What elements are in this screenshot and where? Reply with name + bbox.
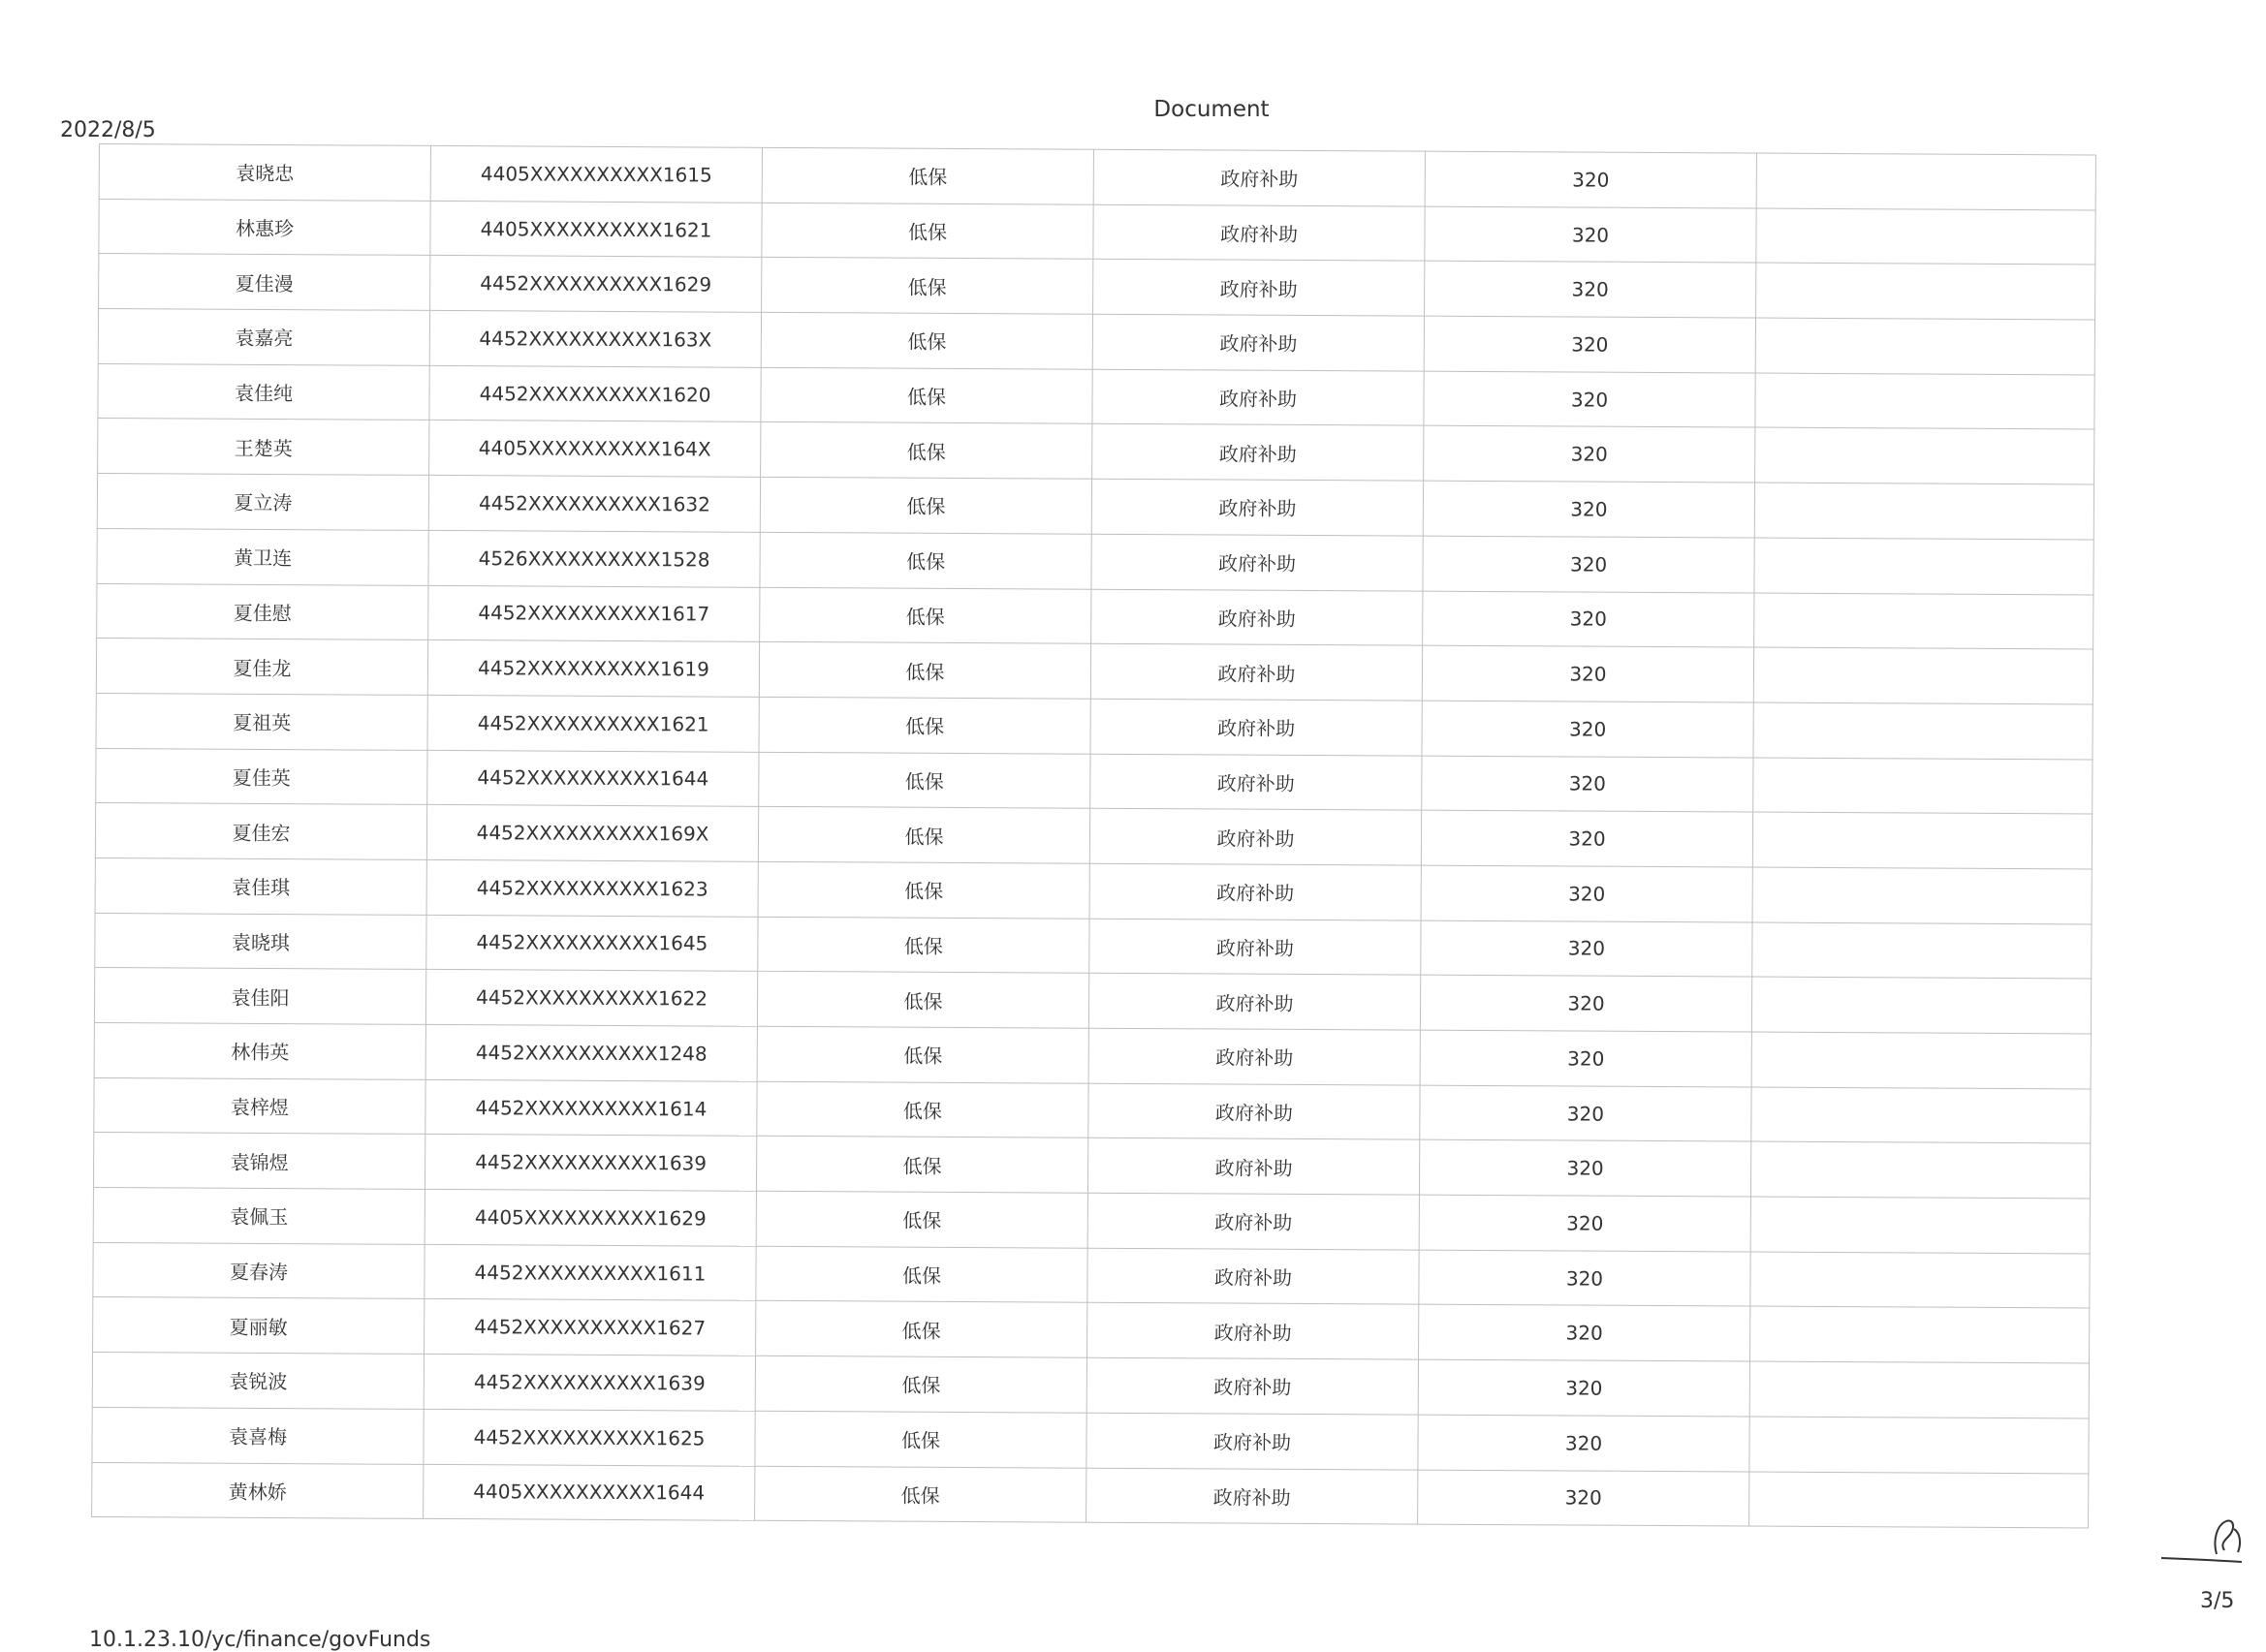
amount-cell: 320 [1423,481,1754,538]
type-cell: 政府补助 [1089,863,1421,920]
type-cell: 政府补助 [1093,260,1425,317]
amount-cell: 320 [1418,1415,1749,1472]
category-cell: 低保 [758,861,1089,919]
table-body [92,144,2096,1529]
subsidy-table [91,143,2096,1529]
category-cell: 低保 [756,1301,1087,1358]
category-cell: 低保 [758,807,1089,864]
id-cell: 4452XXXXXXXXXX169X [426,805,758,862]
page-title: Document [1153,97,1270,122]
amount-cell: 320 [1423,591,1754,648]
type-cell: 政府补助 [1091,479,1423,536]
name-cell: 袁佳纯 [98,363,429,421]
name-cell: 夏祖英 [96,693,427,750]
amount-cell: 320 [1419,1250,1750,1307]
type-cell: 政府补助 [1092,424,1424,482]
id-cell: 4452XXXXXXXXXX1639 [424,1355,755,1412]
type-cell: 政府补助 [1089,919,1421,976]
category-cell: 低保 [755,1411,1086,1468]
category-cell: 低保 [762,258,1093,315]
blank-cell [1751,977,2091,1034]
category-cell: 低保 [762,147,1093,204]
type-cell: 政府补助 [1090,754,1422,811]
blank-cell [1756,263,2095,320]
name-cell: 袁嘉亮 [98,309,429,366]
blank-cell [1751,1087,2091,1144]
id-cell: 4452XXXXXXXXXX1629 [430,256,762,313]
type-cell: 政府补助 [1088,1028,1420,1085]
blank-cell [1753,702,2093,760]
id-cell: 4452XXXXXXXXXX1632 [428,476,760,533]
blank-cell [1752,922,2092,980]
category-cell: 低保 [761,367,1092,424]
blank-cell [1754,483,2093,540]
blank-cell [1749,1361,2089,1418]
blank-cell [1755,373,2094,430]
type-cell: 政府补助 [1088,1083,1420,1140]
blank-cell [1753,647,2093,704]
amount-cell: 320 [1422,645,1753,702]
name-cell: 夏佳慰 [97,583,428,640]
id-cell: 4452XXXXXXXXXX1623 [426,859,758,917]
category-cell: 低保 [761,422,1092,480]
id-cell: 4452XXXXXXXXXX1639 [425,1135,756,1192]
id-cell: 4452XXXXXXXXXX1617 [428,585,760,642]
blank-cell [1752,867,2092,924]
footer-url: 10.1.23.10/yc/finance/govFunds [89,1628,431,1652]
name-cell: 袁晓琪 [95,913,426,970]
category-cell: 低保 [757,1026,1088,1083]
type-cell: 政府补助 [1093,204,1425,262]
name-cell: 林伟英 [94,1022,425,1079]
blank-cell [1753,758,2093,815]
blank-cell [1749,1472,2089,1529]
amount-cell: 320 [1425,262,1756,319]
id-cell: 4452XXXXXXXXXX1645 [426,915,758,972]
name-cell: 黄卫连 [97,528,428,585]
type-cell: 政府补助 [1090,699,1422,756]
amount-cell: 320 [1418,1470,1749,1527]
category-cell: 低保 [761,312,1092,369]
name-cell: 袁梓煜 [94,1077,425,1135]
category-cell: 低保 [757,972,1088,1029]
id-cell: 4452XXXXXXXXXX1611 [425,1244,756,1301]
id-cell: 4405XXXXXXXXXX164X [429,421,761,478]
amount-cell: 320 [1419,1140,1750,1198]
amount-cell: 320 [1421,920,1752,978]
blank-cell [1750,1141,2090,1199]
id-cell: 4405XXXXXXXXXX1621 [430,201,762,258]
print-date: 2022/8/5 [60,118,156,142]
name-cell: 袁锦煜 [93,1133,425,1190]
amount-cell: 320 [1418,1359,1749,1417]
name-cell: 林惠珍 [99,199,430,256]
blank-cell [1750,1252,2090,1309]
type-cell: 政府补助 [1091,589,1423,646]
name-cell: 袁晓忠 [99,144,430,202]
amount-cell: 320 [1425,151,1756,208]
category-cell: 低保 [760,532,1091,589]
type-cell: 政府补助 [1087,1193,1419,1250]
category-cell: 低保 [755,1356,1086,1413]
handwritten-mark [2156,1504,2249,1572]
name-cell: 袁喜梅 [92,1407,424,1464]
category-cell: 低保 [755,1466,1086,1523]
id-cell: 4452XXXXXXXXXX1248 [425,1024,757,1081]
id-cell: 4526XXXXXXXXXX1528 [428,530,760,587]
category-cell: 低保 [759,697,1090,754]
amount-cell: 320 [1419,1305,1750,1362]
ledger-sheet [91,143,2095,1529]
name-cell: 夏佳龙 [96,639,427,696]
amount-cell: 320 [1421,865,1752,922]
name-cell: 夏佳宏 [95,803,426,860]
name-cell: 袁佩玉 [93,1188,425,1245]
blank-cell [1756,208,2095,265]
name-cell: 夏佳英 [96,748,427,805]
amount-cell: 320 [1422,756,1753,813]
type-cell: 政府补助 [1087,1303,1419,1360]
id-cell: 4452XXXXXXXXXX1614 [425,1079,757,1137]
name-cell: 袁佳阳 [94,968,425,1025]
amount-cell: 320 [1419,1195,1750,1252]
blank-cell [1755,318,2094,375]
type-cell: 政府补助 [1087,1248,1419,1305]
category-cell: 低保 [760,477,1091,534]
blank-cell [1754,538,2093,595]
type-cell: 政府补助 [1086,1413,1418,1470]
id-cell: 4452XXXXXXXXXX1625 [424,1409,755,1466]
amount-cell: 320 [1425,206,1756,264]
type-cell: 政府补助 [1093,149,1425,206]
amount-cell: 320 [1424,371,1755,428]
amount-cell: 320 [1420,1030,1751,1087]
table-row [92,1462,2089,1528]
blank-cell [1752,812,2092,869]
name-cell: 夏立涛 [97,474,428,531]
amount-cell: 320 [1424,426,1755,483]
blank-cell [1754,593,2093,650]
blank-cell [1755,427,2094,484]
type-cell: 政府补助 [1088,974,1420,1031]
name-cell: 袁佳琪 [95,857,426,915]
category-cell: 低保 [756,1191,1087,1248]
blank-cell [1756,153,2095,210]
amount-cell: 320 [1421,810,1752,867]
type-cell: 政府补助 [1092,369,1424,426]
name-cell: 夏丽敏 [93,1297,425,1355]
id-cell: 4405XXXXXXXXXX1615 [430,145,762,203]
type-cell: 政府补助 [1090,643,1422,701]
category-cell: 低保 [762,203,1093,260]
type-cell: 政府补助 [1092,314,1424,371]
type-cell: 政府补助 [1089,808,1421,865]
blank-cell [1750,1306,2090,1363]
id-cell: 4452XXXXXXXXXX1644 [427,750,759,807]
id-cell: 4452XXXXXXXXXX1621 [427,695,759,752]
type-cell: 政府补助 [1086,1468,1418,1525]
id-cell: 4452XXXXXXXXXX1627 [425,1299,756,1356]
id-cell: 4452XXXXXXXXXX1619 [427,640,759,698]
type-cell: 政府补助 [1087,1138,1419,1196]
type-cell: 政府补助 [1086,1357,1418,1415]
category-cell: 低保 [759,642,1090,700]
page-counter: 3/5 [2200,1589,2235,1613]
name-cell: 夏春涛 [93,1242,425,1299]
id-cell: 4405XXXXXXXXXX1644 [424,1464,755,1521]
id-cell: 4452XXXXXXXXXX163X [429,310,761,367]
category-cell: 低保 [756,1246,1087,1303]
category-cell: 低保 [758,917,1089,974]
amount-cell: 320 [1423,536,1754,593]
category-cell: 低保 [760,587,1091,644]
blank-cell [1750,1197,2090,1254]
name-cell: 王楚英 [98,419,429,476]
name-cell: 袁锐波 [92,1353,424,1410]
amount-cell: 320 [1422,701,1753,758]
amount-cell: 320 [1420,975,1751,1032]
id-cell: 4452XXXXXXXXXX1620 [429,365,761,422]
id-cell: 4405XXXXXXXXXX1629 [425,1189,756,1246]
type-cell: 政府补助 [1091,534,1423,591]
name-cell: 夏佳漫 [99,254,430,311]
blank-cell [1751,1032,2091,1089]
category-cell: 低保 [757,1081,1088,1138]
name-cell: 黄林娇 [92,1462,424,1519]
category-cell: 低保 [759,752,1090,809]
amount-cell: 320 [1424,316,1755,373]
category-cell: 低保 [756,1137,1087,1194]
amount-cell: 320 [1420,1085,1751,1142]
blank-cell [1749,1417,2089,1474]
id-cell: 4452XXXXXXXXXX1622 [425,970,757,1027]
